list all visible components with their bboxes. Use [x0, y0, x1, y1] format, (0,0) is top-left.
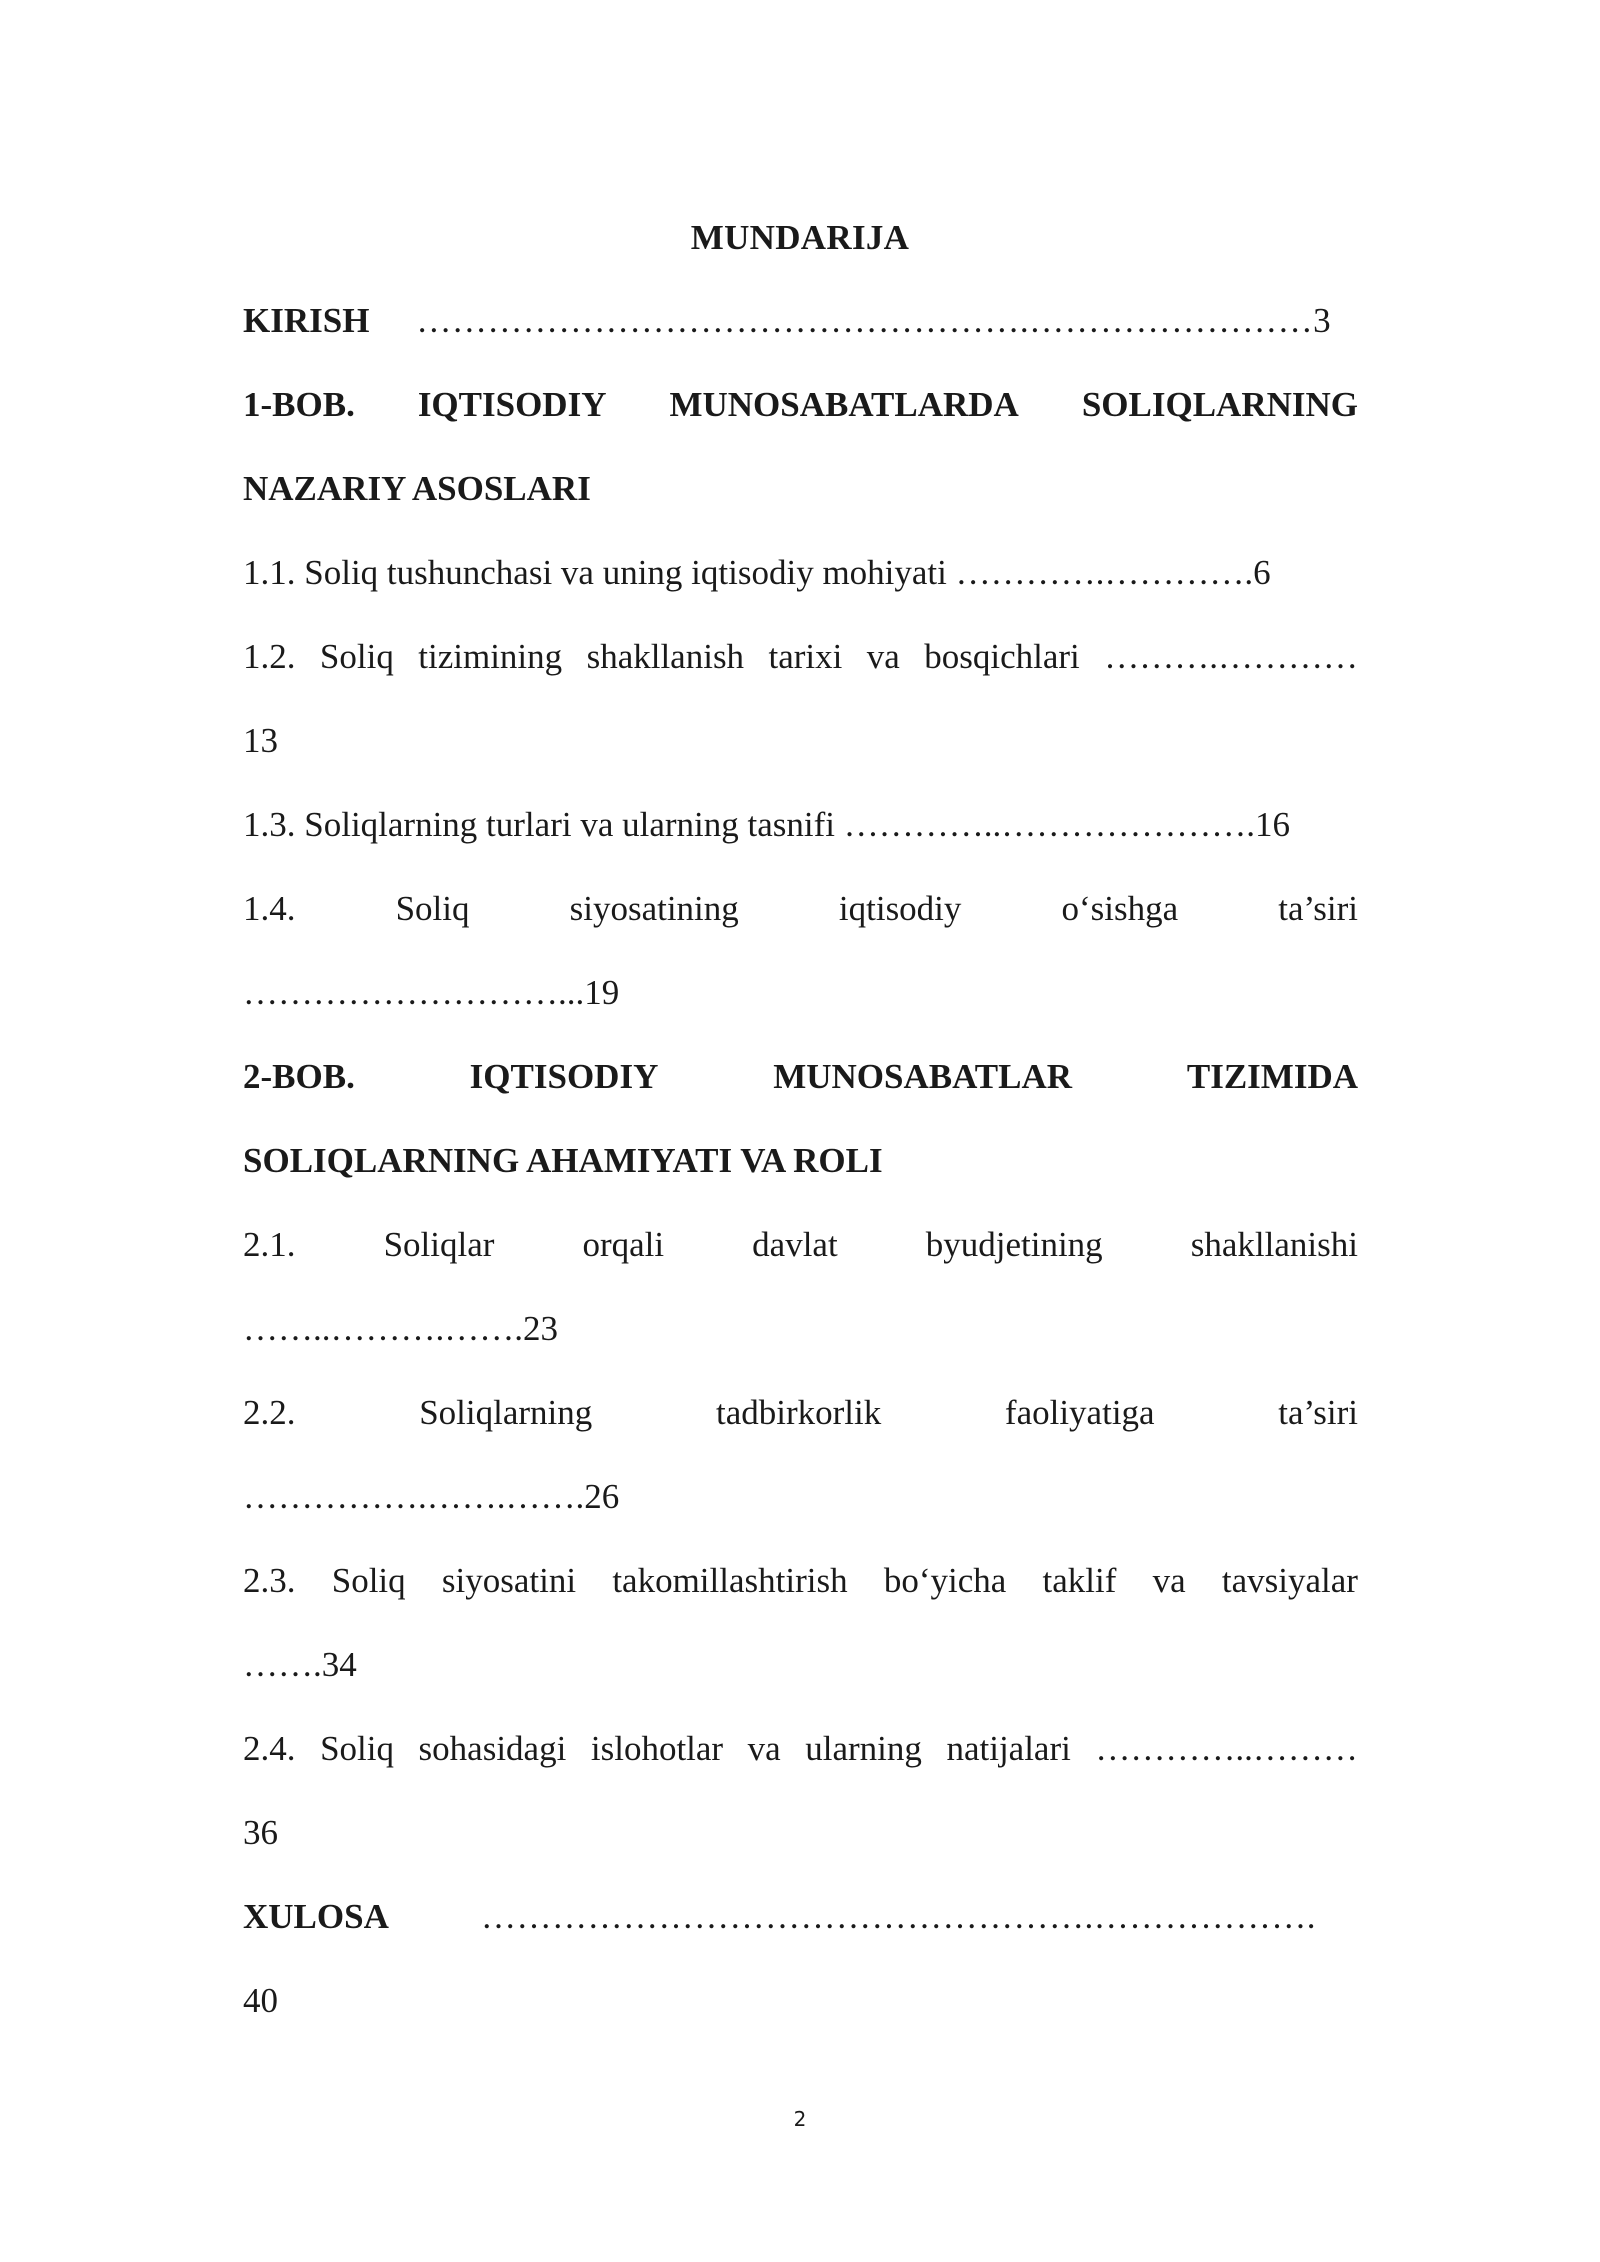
toc-entry-2-4-line-1 [243, 1722, 1358, 1806]
toc-entry-2-1-line-1 [243, 1218, 1358, 1302]
toc-word: davlat [752, 1225, 838, 1264]
toc-chapter-1-line-1 [243, 378, 1358, 462]
toc-entry-1-2-line-1 [243, 630, 1358, 714]
toc-word: shakllanish [586, 637, 745, 676]
toc-word: …………..……… [1095, 1729, 1358, 1768]
toc-word: tavsiyalar [1221, 1561, 1358, 1600]
toc-word: ta’siri [1278, 889, 1358, 928]
toc-word: islohotlar [590, 1729, 724, 1768]
toc-word: va [747, 1729, 781, 1768]
toc-entry-2-4-line-2: 36 [243, 1813, 278, 1852]
toc-word: MUNOSABATLAR [773, 1057, 1073, 1096]
toc-entry-1-2-line-2: 13 [243, 721, 278, 760]
toc-word: o‘sishga [1061, 889, 1179, 928]
toc-word: tizimining [418, 637, 563, 676]
toc-word: tadbirkorlik [715, 1393, 882, 1432]
toc-word: siyosatining [569, 889, 739, 928]
page-title: MUNDARIJA [690, 218, 910, 257]
toc-word: ularning [805, 1729, 922, 1768]
toc-word: va [1152, 1561, 1186, 1600]
toc-entry-2-1-line-2: ……..……….…….23 [243, 1309, 558, 1348]
toc-word: 2-BOB. [243, 1057, 355, 1096]
toc-word: IQTISODIY [469, 1057, 659, 1096]
toc-word: 2.1. [243, 1225, 296, 1264]
toc-word: Soliq [331, 1561, 406, 1600]
toc-word: ta’siri [1278, 1393, 1358, 1432]
toc-entry-label: KIRISH [243, 301, 370, 340]
toc-word: natijalari [946, 1729, 1071, 1768]
toc-word: Soliqlar [383, 1225, 495, 1264]
toc-entry-1-3: 1.3. Soliqlarning turlari va ularning tasnifi …………..………………….16 [243, 805, 1290, 844]
toc-entry-xulosa-line-2: 40 [243, 1981, 278, 2020]
page-number: 2 [793, 2107, 807, 2131]
toc-word: 1-BOB. [243, 385, 355, 424]
toc-word: 2.2. [243, 1393, 296, 1432]
toc-entry-xulosa-line-1 [243, 1890, 1358, 1974]
table-of-contents [243, 294, 1358, 2058]
toc-word: MUNOSABATLARDA [669, 385, 1019, 424]
toc-word: SOLIQLARNING [1081, 385, 1358, 424]
toc-word: taklif [1042, 1561, 1117, 1600]
toc-word: ……….………… [1104, 637, 1358, 676]
toc-entry-2-3-line-1 [243, 1554, 1358, 1638]
toc-word: tarixi [768, 637, 843, 676]
toc-chapter-1-line-2: NAZARIY ASOSLARI [243, 469, 591, 508]
toc-entry-kirish [243, 294, 1358, 378]
toc-entry-2-3-line-2: …….34 [243, 1645, 357, 1684]
toc-word: Soliq [395, 889, 470, 928]
toc-word: iqtisodiy [838, 889, 962, 928]
toc-word: Soliq [320, 1729, 394, 1768]
toc-word: IQTISODIY [417, 385, 607, 424]
toc-word: TIZIMIDA [1186, 1057, 1358, 1096]
toc-chapter-2-line-1 [243, 1050, 1358, 1134]
toc-word: faoliyatiga [1004, 1393, 1155, 1432]
toc-entry-1-4-line-2: ………………………...19 [243, 973, 620, 1012]
toc-entry-dots: …………………………………………….……………………3 [416, 301, 1332, 340]
toc-word: shakllanishi [1190, 1225, 1358, 1264]
toc-word: 2.3. [243, 1561, 296, 1600]
toc-word: byudjetining [925, 1225, 1103, 1264]
toc-word: Soliq [319, 637, 394, 676]
toc-entry-1-1: 1.1. Soliq tushunchasi va uning iqtisodiy mohiyati ………….………….6 [243, 553, 1271, 592]
toc-word: 1.4. [243, 889, 296, 928]
toc-word: 1.2. [243, 637, 296, 676]
toc-word: Soliqlarning [419, 1393, 593, 1432]
toc-word: orqali [582, 1225, 665, 1264]
toc-word: 2.4. [243, 1729, 296, 1768]
toc-word: va [866, 637, 900, 676]
toc-word: bo‘yicha [883, 1561, 1007, 1600]
toc-word: siyosatini [441, 1561, 577, 1600]
toc-entry-1-4-line-1 [243, 882, 1358, 966]
toc-word: bosqichlari [924, 637, 1080, 676]
toc-word: sohasidagi [418, 1729, 567, 1768]
toc-chapter-2-line-2: SOLIQLARNING AHAMIYATI VA ROLI [243, 1141, 883, 1180]
toc-entry-label: XULOSA [243, 1897, 389, 1936]
toc-word: takomillashtirish [612, 1561, 848, 1600]
toc-entry-dots: …………………………………………….………………. [480, 1897, 1316, 1936]
toc-entry-2-2-line-2: …………….…….…….26 [243, 1477, 620, 1516]
toc-entry-2-2-line-1 [243, 1386, 1358, 1470]
